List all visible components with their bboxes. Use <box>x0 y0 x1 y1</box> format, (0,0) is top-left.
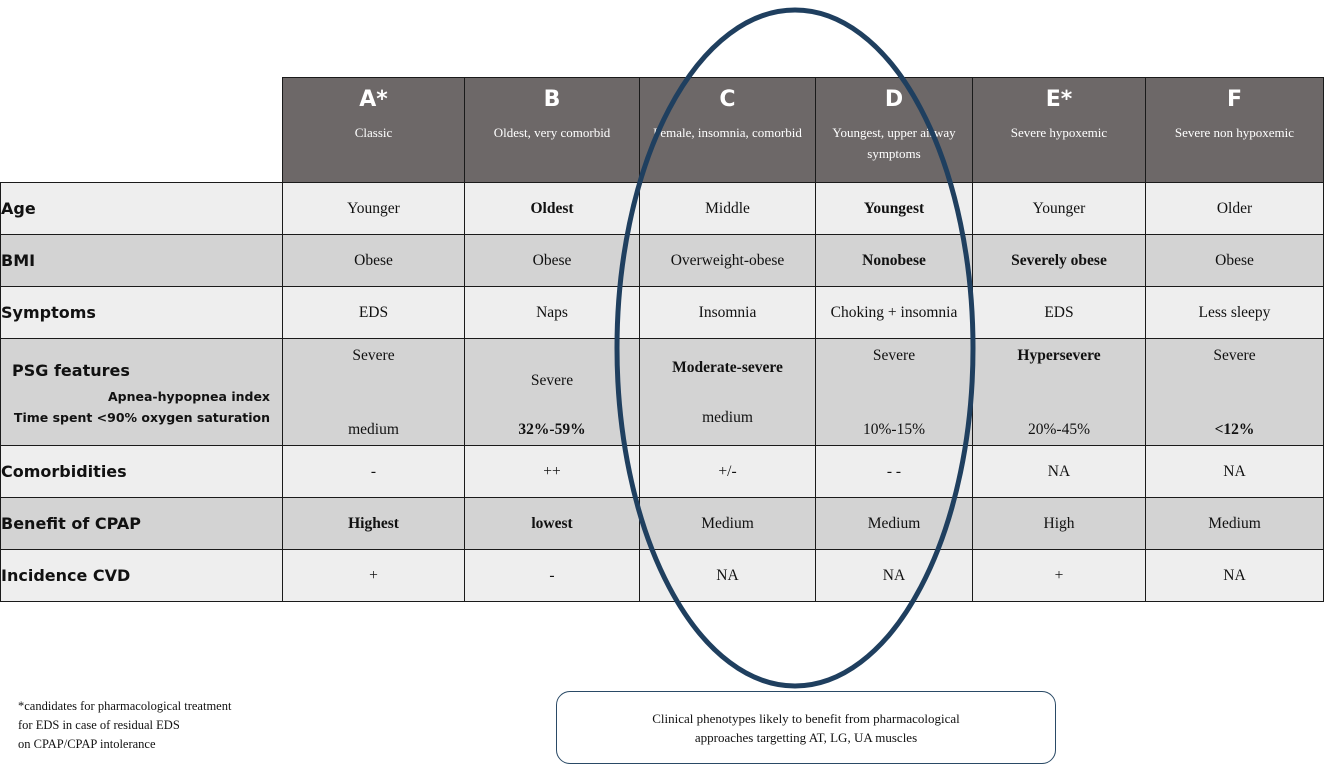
table-cell <box>1146 339 1324 446</box>
ahi-value: Severe <box>352 347 395 364</box>
ahi-value: Severe <box>530 372 574 389</box>
row-sublabel-ahi: Apnea-hypopnea index <box>108 389 270 404</box>
column-header-e <box>973 78 1146 183</box>
column-label: Severe hypoxemic <box>1010 125 1108 140</box>
table-cell: - <box>283 446 465 498</box>
table-cell: Medium <box>640 498 816 550</box>
column-letter: A* <box>359 87 388 112</box>
column-label: Severe non hypoxemic <box>1174 125 1295 140</box>
table-cell: NA <box>816 550 973 602</box>
table-cell: Obese <box>465 235 640 287</box>
table-cell: Obese <box>283 235 465 287</box>
table-cell: EDS <box>973 287 1146 339</box>
table-cell: - - <box>816 446 973 498</box>
table-cell: Insomnia <box>640 287 816 339</box>
column-letter: B <box>543 87 561 112</box>
table-cell: lowest <box>465 498 640 550</box>
column-header-c <box>640 78 816 183</box>
row-comorbidities <box>1 446 1324 498</box>
table-cell: Highest <box>283 498 465 550</box>
table-cell: Nonobese <box>816 235 973 287</box>
row-label: Symptoms <box>1 287 283 339</box>
table-cell: ++ <box>465 446 640 498</box>
ahi-value: Severe <box>872 347 916 364</box>
table-cell: Younger <box>283 183 465 235</box>
column-letter: F <box>1226 87 1243 112</box>
table-cell: Oldest <box>465 183 640 235</box>
column-letter: C <box>719 87 736 112</box>
table-cell <box>816 339 973 446</box>
column-label: Oldest, very comorbid <box>493 125 611 140</box>
t90-value: <12% <box>1214 421 1255 438</box>
table-cell: Middle <box>640 183 816 235</box>
footnote-line: for EDS in case of residual EDS <box>18 718 180 732</box>
row-label-cell <box>1 339 283 446</box>
table-cell: Younger <box>973 183 1146 235</box>
column-label: Female, insomnia, comorbid <box>653 125 802 140</box>
table-cell: Obese <box>1146 235 1324 287</box>
table-cell: - <box>465 550 640 602</box>
ahi-value: Severe <box>1213 347 1256 364</box>
table-cell: Overweight-obese <box>640 235 816 287</box>
header-row <box>1 78 1324 183</box>
table-cell: Severely obese <box>973 235 1146 287</box>
column-letter: D <box>884 87 904 112</box>
table-cell: NA <box>1146 446 1324 498</box>
table-cell: + <box>283 550 465 602</box>
table-cell: NA <box>973 446 1146 498</box>
column-header-f <box>1146 78 1324 183</box>
table-cell: NA <box>640 550 816 602</box>
column-header-a <box>283 78 465 183</box>
t90-value: 32%-59% <box>518 421 586 438</box>
footnote-line: *candidates for pharmacological treatment <box>18 699 232 713</box>
column-header-d <box>816 78 973 183</box>
row-label: Comorbidities <box>1 446 283 498</box>
phenotype-table <box>0 77 1324 602</box>
table-cell <box>283 339 465 446</box>
t90-value: medium <box>702 409 753 426</box>
column-label: Classic <box>354 125 393 140</box>
table-cell: High <box>973 498 1146 550</box>
t90-value: 20%-45% <box>1028 421 1090 438</box>
row-label: Age <box>1 183 283 235</box>
table-cell: Choking + insomnia <box>816 287 973 339</box>
table-cell: Medium <box>1146 498 1324 550</box>
row-sublabel-t90: Time spent <90% oxygen saturation <box>13 410 270 425</box>
table-cell: +/- <box>640 446 816 498</box>
table-cell <box>640 339 816 446</box>
table-cell <box>465 339 640 446</box>
row-label: Incidence CVD <box>1 550 283 602</box>
table-cell: Medium <box>816 498 973 550</box>
footnote <box>18 697 231 754</box>
callout-box <box>556 691 1056 764</box>
table-cell: Older <box>1146 183 1324 235</box>
ahi-value: Moderate-severe <box>672 359 783 376</box>
footnote-line: on CPAP/CPAP intolerance <box>18 737 156 751</box>
row-symptoms <box>1 287 1324 339</box>
ahi-value: Hypersevere <box>1017 347 1101 364</box>
row-label: Benefit of CPAP <box>1 498 283 550</box>
column-label: Youngest, upper airway symptoms <box>832 125 956 161</box>
row-psg-features <box>1 339 1324 446</box>
table-cell <box>973 339 1146 446</box>
row-bmi <box>1 235 1324 287</box>
row-benefit-cpap <box>1 498 1324 550</box>
column-header-b <box>465 78 640 183</box>
row-age <box>1 183 1324 235</box>
table-cell: + <box>973 550 1146 602</box>
corner-blank <box>1 78 283 183</box>
t90-value: 10%-15% <box>863 421 925 438</box>
column-letter: E* <box>1045 87 1073 112</box>
callout-line: approaches targetting AT, LG, UA muscles <box>694 730 918 745</box>
row-incidence-cvd <box>1 550 1324 602</box>
t90-value: medium <box>348 421 399 438</box>
row-label: BMI <box>1 235 283 287</box>
table-cell: Less sleepy <box>1146 287 1324 339</box>
callout-line: Clinical phenotypes likely to benefit from pharmacological <box>652 711 960 726</box>
table-cell: Naps <box>465 287 640 339</box>
row-label: PSG features <box>12 361 130 380</box>
table-cell: EDS <box>283 287 465 339</box>
table-cell: NA <box>1146 550 1324 602</box>
table-cell: Youngest <box>816 183 973 235</box>
